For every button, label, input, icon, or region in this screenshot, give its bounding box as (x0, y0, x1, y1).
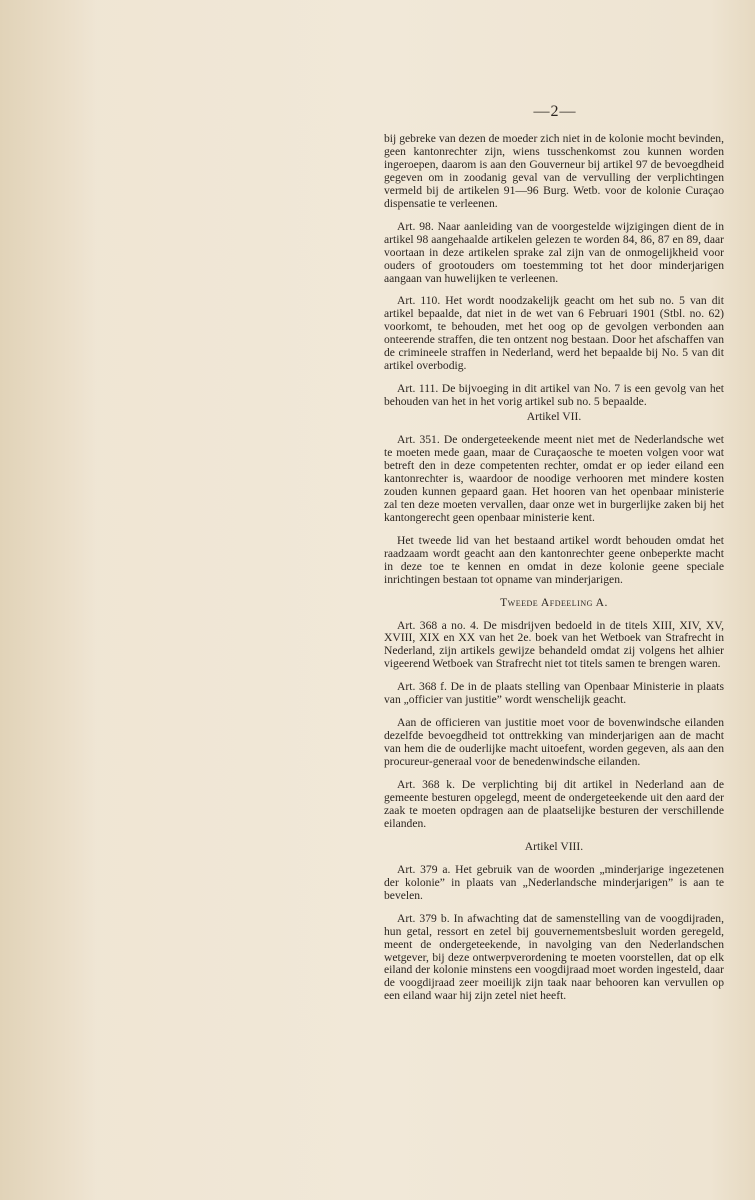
page-binding-edge (0, 0, 96, 1200)
paragraph-officieren: Aan de officieren van justitie moet voor de bovenwindsche eilanden dezelfde bevoegdheid tot onttrekking van minderjarigen aan de macht van hem die de ouderlijke macht uitoefent, worden gegeven, als aan den procureur-generaal voor de benedenwindsche eilanden. (384, 716, 724, 769)
paragraph-tweede-lid: Het tweede lid van het bestaand artikel wordt behouden omdat het raadzaam wordt geacht aan den kantonrechter geene onbeperkte macht in deze toe te kennen en omdat in deze kolonie geene speciale inrichtingen bestaan tot opname van minderjarigen. (384, 533, 724, 586)
paragraph-art-98: Art. 98. Naar aanleiding van de voorgestelde wijzigingen dient de in artikel 98 aangehaalde artikelen gelezen te worden 84, 86, 87 en 89, daar voortaan in deze artikelen sprake zal zijn van de onmogelijkheid voor ouders of grootouders om toestemming tot het door minderjarigen aangaan van huwelijken te verleenen. (384, 219, 724, 285)
paragraph-art-111: Art. 111. De bijvoeging in dit artikel van No. 7 is een gevolg van het behouden van het in het vorig artikel sub no. 5 bepaalde. (384, 382, 724, 409)
paragraph-art-368k: Art. 368 k. De verplichting bij dit artikel in Nederland aan de gemeente besturen opgelegd, meent de ondergeteekende uit den aard der zaak te moeten opdragen aan de plaatselijke besturen der verschillende eilanden. (384, 778, 724, 830)
paragraph-art-379b: Art. 379 b. In afwachting dat de samenstelling van de voogdijraden, hun getal, ressort en zetel bij gouvernementsbesluit worden geregeld, meent de ondergeteekende, in navolging van den Nederlandschen wetgever, bij deze ontwerpverordening te moeten voorstellen, dat op elk eiland der kolonie minstens een voogdijraad moet worden ingesteld, daar de voogdijraad zeer moeilijk zijn taak naar behooren kan vervullen op een eiland waar hij zijn zetel niet heeft. (384, 911, 724, 1003)
section-heading-artikel-vii: Artikel VII. (526, 410, 582, 424)
document-body (384, 133, 724, 1003)
paragraph-art-368f: Art. 368 f. De in de plaats stelling van Openbaar Ministerie in plaats van „officier van justitie” wordt wenschelijk geacht. (384, 680, 724, 707)
paragraph-art-368a: Art. 368 a no. 4. De misdrijven bedoeld in de titels XIII, XIV, XV, XVIII, XIX en XX van het 2e. boek van het Wetboek van Strafrecht in Nederland, zijn artikels gewijze behandeld omdat zij volgens het alhier vigeerend Wetboek van Strafrecht niet tot titels samen te brengen waren. (384, 618, 724, 671)
paragraph-art-351: Art. 351. De ondergeteekende meent niet met de Nederlandsche wet te moeten mede gaan, maar de Curaçaosche te moeten volgen voor wat betreft den in deze competenten rechter, omdat er op ieder eiland een kantonrechter is, waardoor de noodige verhooren met mindere kosten zouden kunnen gepaard gaan. Het hooren van het openbaar ministerie zal ten deze moeten vervallen, daar onze wet in burgerlijke zaken bij het kantongerecht geen openbaar ministerie kent. (384, 433, 724, 524)
paragraph-art-379a: Art. 379 a. Het gebruik van de woorden „minderjarige ingezetenen der kolonie” in plaats van „Nederlandsche minderjarigen” is aan te bevelen. (384, 862, 724, 902)
paragraph-art-110: Art. 110. Het wordt noodzakelijk geacht om het sub no. 5 van dit artikel bepaalde, dat niet in de wet van 6 Februari 1901 (Stbl. no. 62) voorkomt, te behouden, met het oog op de gevolgen verbonden aan onteerende straffen, die ten ontzent nog bestaan. Door het afschaffen van de crimineele straffen in Nederland, werd het bepaalde bij No. 5 van dit artikel overbodig. (384, 294, 724, 373)
section-heading-artikel-viii: Artikel VIII. (524, 839, 584, 853)
section-heading-tweede-afdeeling: Tweede Afdeeling A. (500, 595, 608, 609)
page-number: —2— (533, 103, 577, 120)
paragraph-continuation: bij gebreke van dezen de moeder zich niet in de kolonie mocht bevinden, geen kantonrechter zijn, wiens tusschenkomst zou kunnen worden ingeroepen, daarom is aan den Gouverneur bij artikel 97 de bevoegdheid gegeven om in zoodanig geval van de vervulling der verplichtingen vermeld bij de artikelen 91—96 Burg. Wetb. voor de kolonie Curaçao dispensatie te verleenen. (384, 132, 724, 210)
